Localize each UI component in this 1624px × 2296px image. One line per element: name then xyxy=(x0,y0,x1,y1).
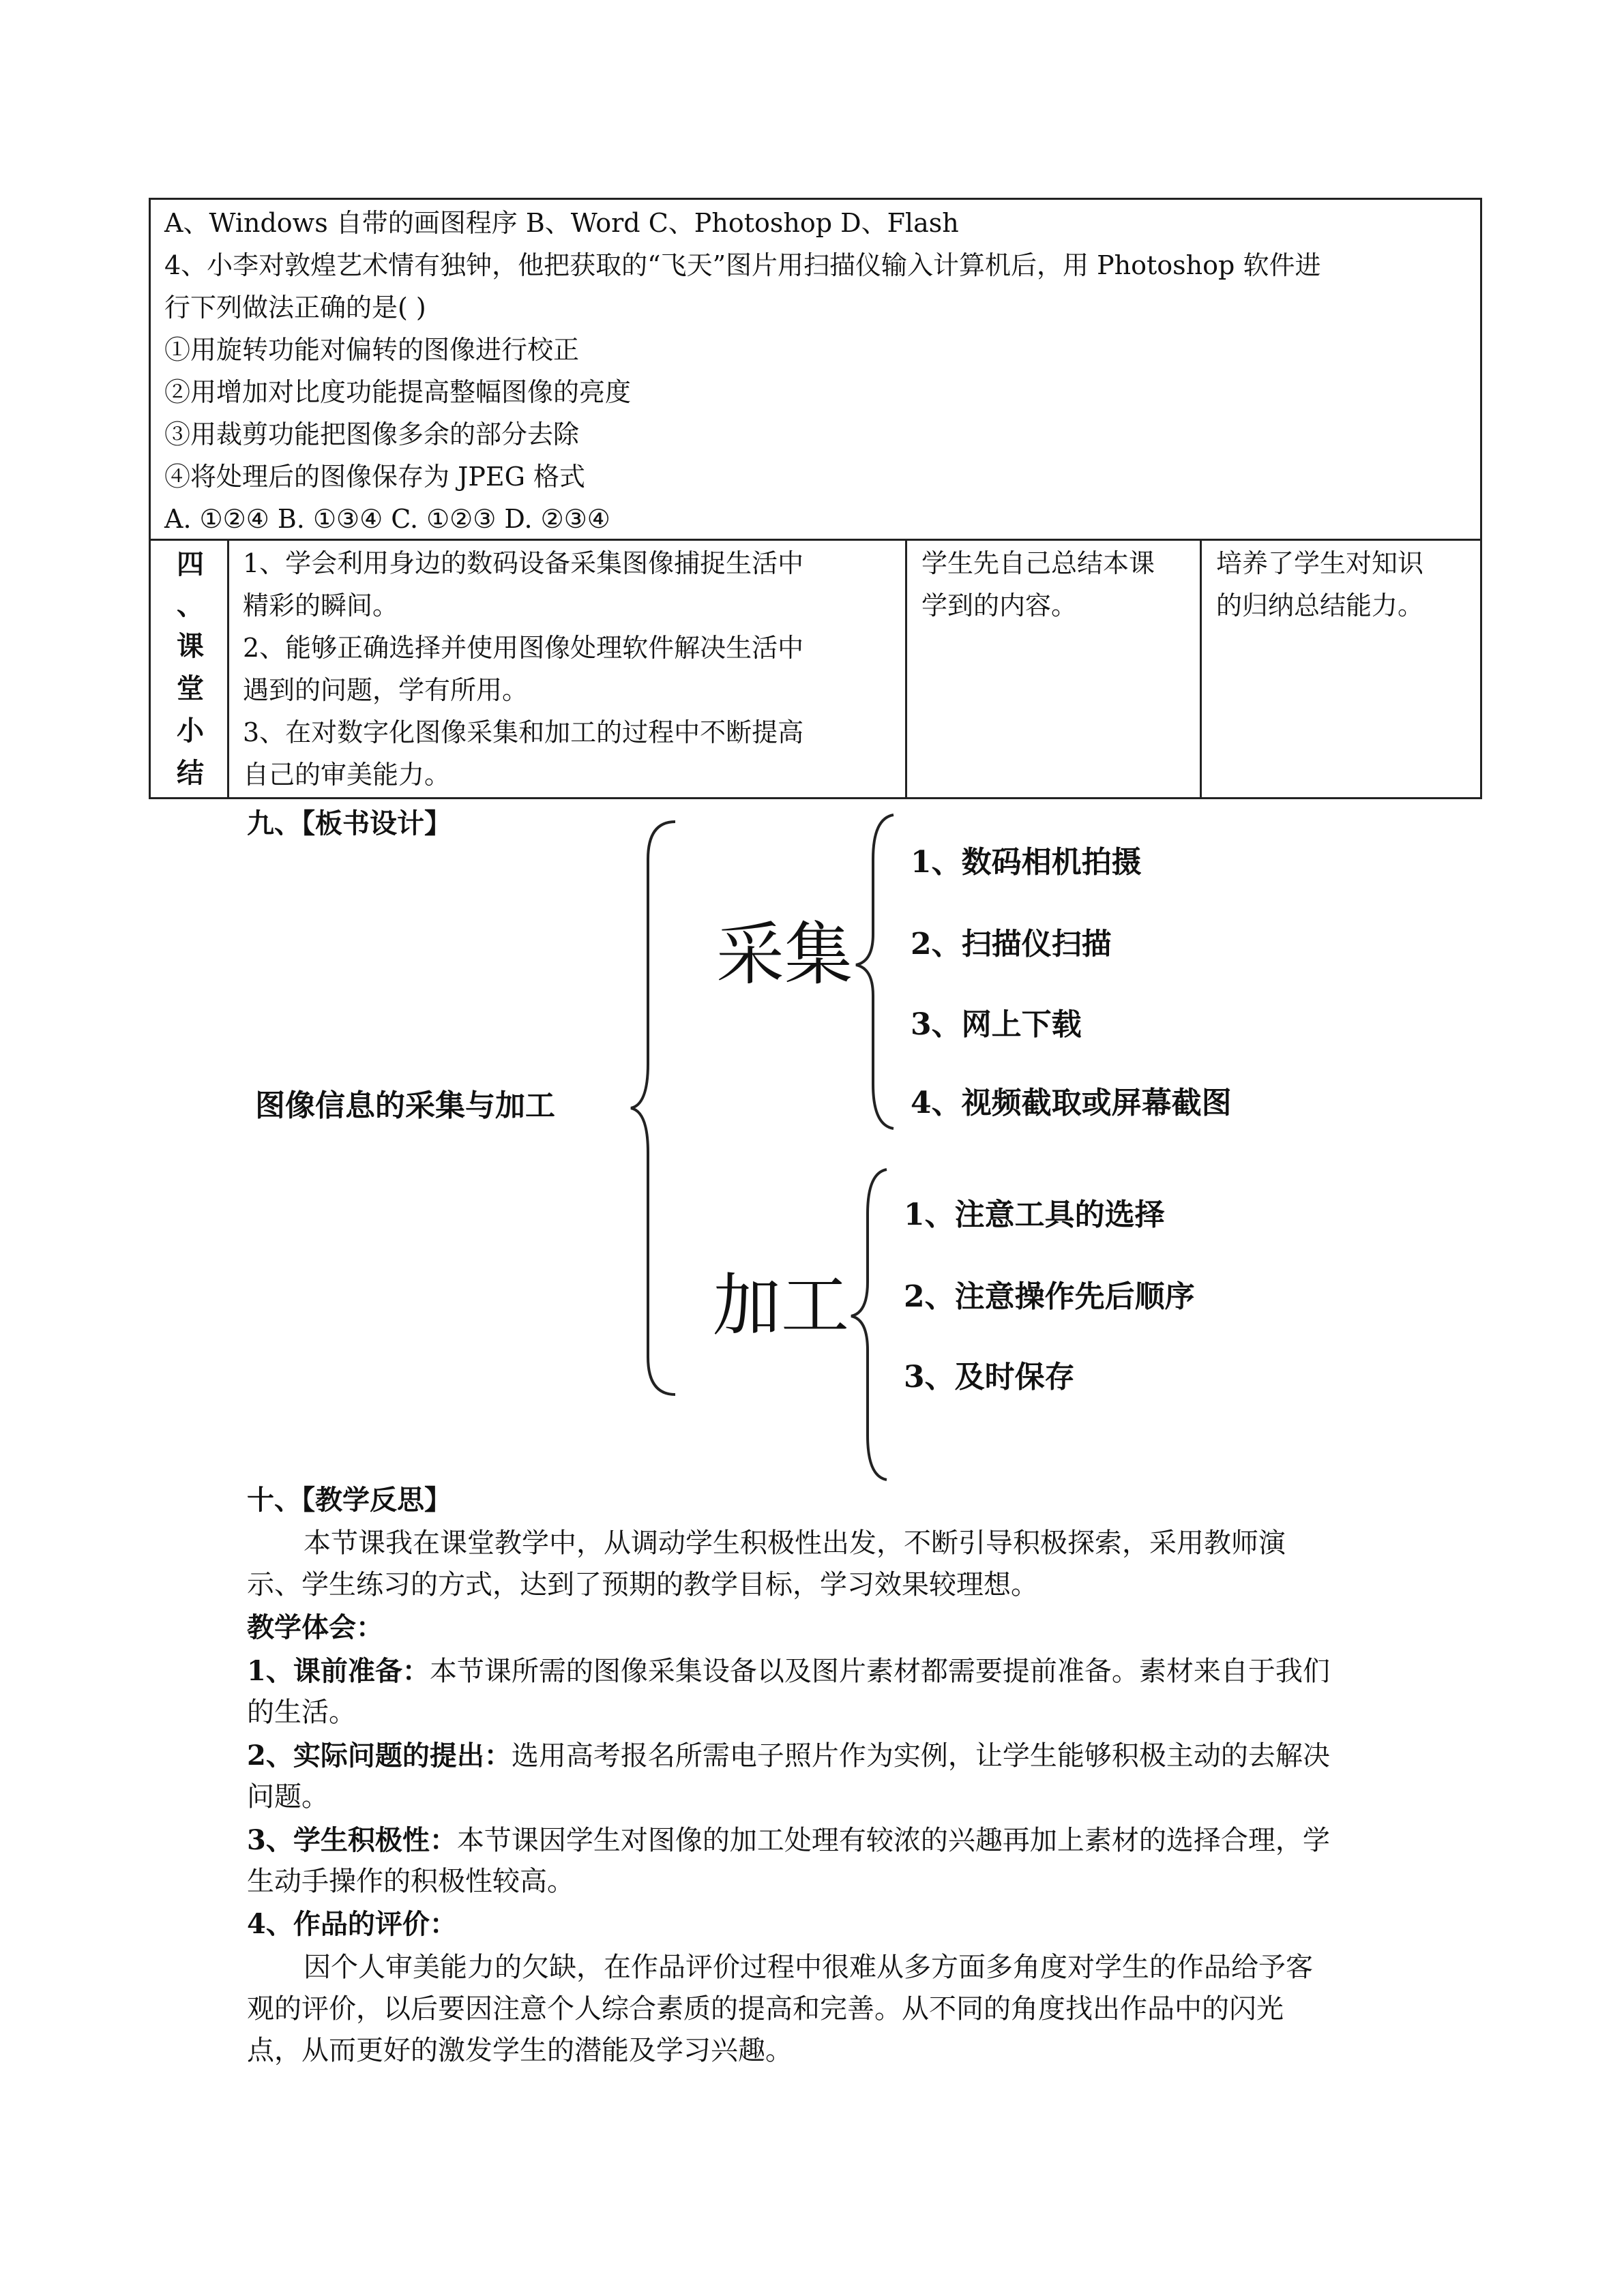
question-line: ①用旋转功能对偏转的图像进行校正 xyxy=(164,335,580,365)
evaluation-line: 因个人审美能力的欠缺，在作品评价过程中很难从多方面多角度对学生的作品给予客 xyxy=(304,1952,1313,1983)
point-text: 本节课因学生对图像的加工处理有较浓的兴趣再加上素材的选择合理，学 xyxy=(456,1825,1330,1856)
reflection-heading: 十、【教学反思】 xyxy=(247,1484,452,1516)
question-line: ②用增加对比度功能提高整幅图像的亮度 xyxy=(164,377,632,407)
design-intent-line: 培养了学生对知识 xyxy=(1216,548,1424,578)
summary-line: 精彩的瞬间。 xyxy=(243,591,399,621)
collect-brace xyxy=(856,815,894,1129)
process-item: 1、注意工具的选择 xyxy=(904,1197,1165,1232)
question-line: ③用裁剪功能把图像多余的部分去除 xyxy=(164,419,580,449)
point-2-cont: 问题。 xyxy=(247,1781,329,1813)
board-root: 图像信息的采集与加工 xyxy=(255,1088,555,1123)
evaluation-title: 4、作品的评价： xyxy=(247,1908,457,1940)
process-item: 3、及时保存 xyxy=(904,1360,1075,1395)
experience-heading: 教学体会： xyxy=(247,1611,383,1643)
summary-label-char: 四 xyxy=(177,548,204,580)
branch-label-process: 加工 xyxy=(713,1266,849,1345)
summary-line: 自己的审美能力。 xyxy=(243,760,451,790)
process-item: 2、注意操作先后顺序 xyxy=(904,1279,1195,1314)
branch-label-collect: 采集 xyxy=(716,914,853,994)
student-activity-line: 学到的内容。 xyxy=(921,591,1078,621)
point-1-cont: 的生活。 xyxy=(247,1697,356,1728)
point-text: 本节课所需的图像采集设备以及图片素材都需要提前准备。素材来自于我们 xyxy=(429,1656,1330,1687)
point-title: 2、实际问题的提出： xyxy=(247,1740,512,1772)
collect-item: 1、数码相机拍摄 xyxy=(911,845,1142,880)
point-1 xyxy=(247,1650,1330,1693)
reflection-intro-line: 本节课我在课堂教学中，从调动学生积极性出发，不断引导积极探索，采用教师演 xyxy=(304,1527,1286,1559)
design-intent-line: 的归纳总结能力。 xyxy=(1216,591,1424,621)
point-2 xyxy=(247,1735,1330,1777)
point-3-cont: 生动手操作的积极性较高。 xyxy=(247,1866,574,1897)
question-line: 行下列做法正确的是( ) xyxy=(164,293,426,323)
point-title: 1、课前准备： xyxy=(247,1655,430,1687)
question-line: 4、小李对敦煌艺术情有独钟，他把获取的“飞天”图片用扫描仪输入计算机后，用 Photoshop 软件进 xyxy=(164,250,1321,280)
collect-item: 3、网上下载 xyxy=(911,1007,1082,1042)
evaluation-line: 观的评价，以后要因注意个人综合素质的提高和完善。从不同的角度找出作品中的闪光 xyxy=(247,1993,1284,2025)
student-activity-line: 学生先自己总结本课 xyxy=(921,548,1155,578)
process-brace xyxy=(851,1169,887,1480)
point-title: 3、学生积极性： xyxy=(247,1824,457,1856)
reflection-intro-line: 示、学生练习的方式，达到了预期的教学目标，学习效果较理想。 xyxy=(247,1569,1038,1600)
point-3 xyxy=(247,1819,1330,1862)
board-heading: 九、【板书设计】 xyxy=(247,807,452,839)
summary-line: 1、学会利用身边的数码设备采集图像捕捉生活中 xyxy=(243,548,804,578)
question-line: A. ①②④ B. ①③④ C. ①②③ D. ②③④ xyxy=(164,504,610,534)
main-brace xyxy=(631,822,675,1395)
summary-label-char: 堂 xyxy=(177,672,204,704)
summary-label-char: 、 xyxy=(177,589,204,621)
summary-line: 2、能够正确选择并使用图像处理软件解决生活中 xyxy=(243,633,804,663)
summary-label-char: 课 xyxy=(177,630,204,662)
collect-item: 2、扫描仪扫描 xyxy=(911,927,1112,961)
evaluation-line: 点，从而更好的激发学生的潜能及学习兴趣。 xyxy=(247,2035,793,2066)
question-line: ④将处理后的图像保存为 JPEG 格式 xyxy=(164,462,586,492)
point-text: 选用高考报名所需电子照片作为实例，让学生能够积极主动的去解决 xyxy=(511,1740,1330,1772)
question-line: A、Windows 自带的画图程序 B、Word C、Photoshop D、Flash xyxy=(164,208,959,238)
summary-label-char: 结 xyxy=(177,757,204,789)
collect-item: 4、视频截取或屏幕截图 xyxy=(911,1086,1232,1120)
summary-line: 3、在对数字化图像采集和加工的过程中不断提高 xyxy=(243,717,804,747)
summary-label-char: 小 xyxy=(177,715,204,747)
summary-line: 遇到的问题，学有所用。 xyxy=(243,675,529,705)
